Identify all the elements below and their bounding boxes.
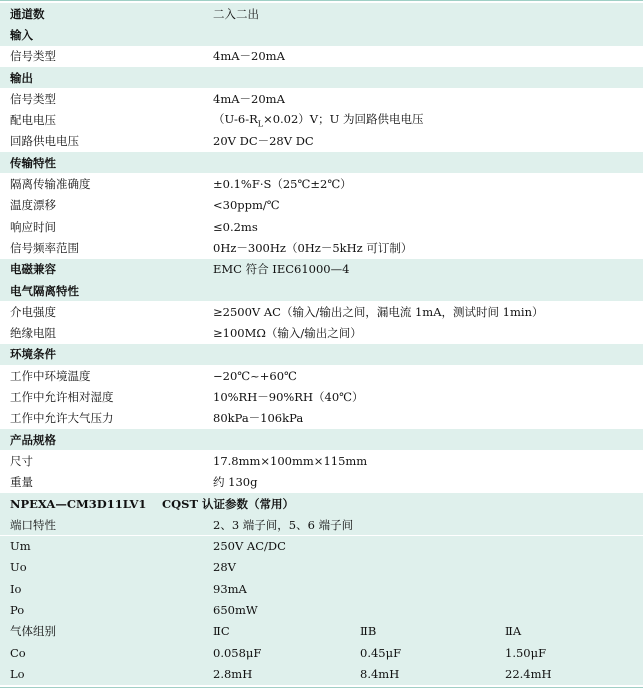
section-title: 环境条件 (10, 347, 56, 362)
section-title: 传输特性 (10, 155, 56, 170)
row-label: Lo (10, 666, 25, 681)
section-title: 电气隔离特性 (10, 283, 79, 298)
row-label: Uo (10, 560, 27, 575)
row-weight (0, 472, 643, 493)
section-title: 输出 (10, 70, 33, 85)
row-label: 隔离传输准确度 (10, 177, 91, 192)
row-label: 介电强度 (10, 304, 56, 319)
row-port (0, 514, 643, 535)
row-value: 4mA－20mA (213, 91, 285, 106)
lo-col-1: 2.8mH (213, 666, 253, 681)
row-value: 二入二出 (213, 6, 259, 21)
row-label: 工作中环境温度 (10, 368, 91, 383)
row-label: 电磁兼容 (10, 262, 56, 277)
row-value: −20℃~+60℃ (213, 368, 297, 383)
row-frequency (0, 237, 643, 258)
cert-header (0, 493, 643, 514)
row-um (0, 536, 643, 557)
row-value: 80kPa－106kPa (213, 411, 304, 426)
row-temp-drift (0, 195, 643, 216)
row-label: 绝缘电阻 (10, 326, 56, 341)
cert-model: NPEXA—CM3D11LV1 (10, 496, 147, 511)
row-value: 10%RH－90%RH（40℃） (213, 390, 364, 405)
row-output-signal (0, 88, 643, 109)
co-col-3: 1.50μF (505, 645, 547, 660)
row-channels (0, 3, 643, 24)
section-product-spec (0, 429, 643, 450)
row-value: 250V AC/DC (213, 539, 286, 554)
row-value: 17.8mm×100mm×115mm (213, 453, 368, 468)
row-label: 响应时间 (10, 219, 56, 234)
row-uo (0, 557, 643, 578)
row-lo (0, 663, 643, 684)
row-accuracy (0, 173, 643, 194)
row-label: 信号类型 (10, 91, 56, 106)
section-transfer (0, 152, 643, 173)
row-humidity (0, 386, 643, 407)
row-value: 20V DC－28V DC (213, 134, 314, 149)
row-label: 信号频率范围 (10, 240, 79, 255)
row-value: ±0.1%F·S（25℃±2℃） (213, 177, 352, 192)
section-title: 输入 (10, 27, 33, 42)
row-value: 28V (213, 560, 236, 575)
row-value: 650mW (213, 603, 258, 618)
row-label: 配电电压 (10, 113, 56, 128)
co-col-1: 0.058μF (213, 645, 262, 660)
row-value: 2、3 端子间，5、6 端子间 (213, 517, 354, 532)
row-io (0, 578, 643, 599)
gas-col-3: ⅡA (505, 624, 522, 639)
row-label: 信号类型 (10, 49, 56, 64)
row-label: 气体组别 (10, 624, 56, 639)
section-output (0, 67, 643, 88)
gas-col-2: ⅡB (360, 624, 377, 639)
row-value: $(U-6-R_L\times 0.02)V$；U 为回路供电电压 (213, 112, 424, 129)
row-value: ≥2500V AC（输入/输出之间，漏电流 1mA，测试时间 1min） (213, 304, 544, 319)
row-label: 尺寸 (10, 453, 33, 468)
row-po (0, 599, 643, 620)
row-ambient-temp (0, 365, 643, 386)
row-value: 0Hz－300Hz（0Hz－5kHz 可订制） (213, 240, 413, 255)
row-label: Um (10, 539, 31, 554)
row-value: 约 130g (213, 475, 258, 490)
lo-col-2: 8.4mH (360, 666, 400, 681)
row-label: Io (10, 581, 22, 596)
row-label: 端口特性 (10, 517, 56, 532)
co-col-2: 0.45μF (360, 645, 402, 660)
row-emc (0, 259, 643, 280)
row-insulation (0, 323, 643, 344)
row-value: <30ppm/℃ (213, 198, 280, 213)
section-environment (0, 344, 643, 365)
row-value: ≥100MΩ（输入/输出之间） (213, 326, 362, 341)
row-label: Co (10, 645, 26, 660)
gas-col-1: ⅡC (213, 624, 230, 639)
row-label: 温度漂移 (10, 198, 56, 213)
row-dimensions (0, 450, 643, 471)
row-value: EMC 符合 IEC61000—4 (213, 262, 350, 277)
top-rule (0, 0, 643, 1)
row-pressure (0, 408, 643, 429)
row-label: 重量 (10, 475, 33, 490)
row-label: 工作中允许相对湿度 (10, 390, 114, 405)
row-gas-group (0, 621, 643, 642)
row-label: 工作中允许大气压力 (10, 411, 114, 426)
row-label: Po (10, 603, 25, 618)
row-label: 回路供电电压 (10, 134, 79, 149)
section-isolation (0, 280, 643, 301)
row-response-time (0, 216, 643, 237)
row-label: 通道数 (10, 6, 45, 21)
row-supply-voltage (0, 110, 643, 131)
row-value: ≤0.2ms (213, 219, 258, 234)
row-value: 93mA (213, 581, 247, 596)
row-co (0, 642, 643, 663)
cert-title: CQST 认证参数（常用） (162, 496, 295, 511)
section-title: 产品规格 (10, 432, 56, 447)
row-loop-voltage (0, 131, 643, 152)
row-value: 4mA－20mA (213, 49, 285, 64)
row-input-signal (0, 46, 643, 67)
row-dielectric (0, 301, 643, 322)
lo-col-3: 22.4mH (505, 666, 552, 681)
section-input (0, 24, 643, 45)
